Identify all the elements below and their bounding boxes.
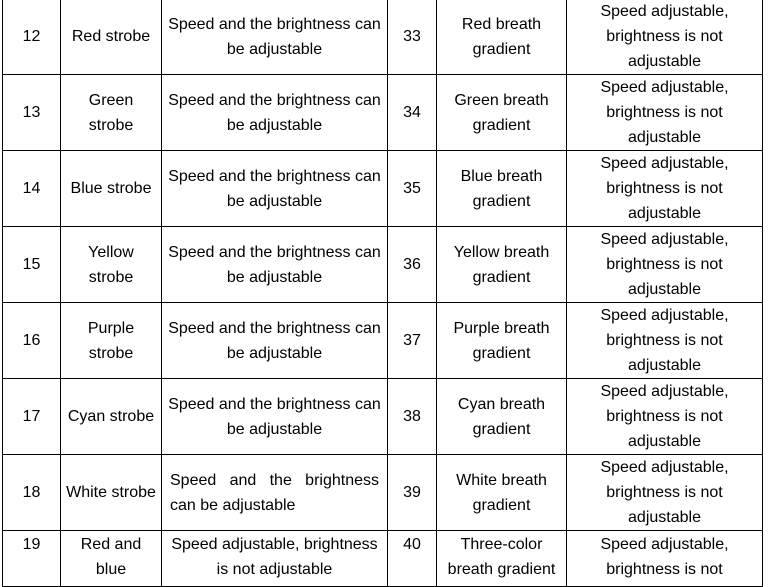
table-row — [3, 151, 763, 227]
mode-description-cell: Speed and the brightness can be adjustable — [162, 379, 388, 455]
mode-number-cell: 34 — [388, 75, 437, 151]
mode-description-cell: Speed adjustable, brightness is not adjustable — [567, 0, 763, 75]
mode-number-cell: 36 — [388, 227, 437, 303]
table-row — [3, 303, 763, 379]
mode-name-cell: Blue breath gradient — [437, 151, 567, 227]
table-row — [3, 75, 763, 151]
mode-number-cell: 13 — [3, 75, 61, 151]
mode-name-cell: Yellow strobe — [61, 227, 162, 303]
table-row — [3, 0, 763, 75]
mode-description-cell: Speed adjustable, brightness is not adjustable — [567, 227, 763, 303]
mode-name-cell: White breath gradient — [437, 455, 567, 531]
mode-name-cell: Cyan breath gradient — [437, 379, 567, 455]
mode-number-cell: 33 — [388, 0, 437, 75]
mode-name-cell: White strobe — [61, 455, 162, 531]
mode-name-cell: Cyan strobe — [61, 379, 162, 455]
mode-description-cell: Speed adjustable, brightness is not adjustable — [162, 531, 388, 587]
mode-name-cell: Red strobe — [61, 0, 162, 75]
mode-number-cell: 16 — [3, 303, 61, 379]
mode-number-cell: 12 — [3, 0, 61, 75]
mode-number-cell: 38 — [388, 379, 437, 455]
mode-description-cell: Speed and the brightness can be adjustable — [162, 75, 388, 151]
mode-description-cell: Speed and the brightness can be adjustable — [162, 455, 388, 531]
mode-name-cell: Three-color breath gradient — [437, 531, 567, 587]
mode-number-cell: 19 — [3, 531, 61, 587]
mode-description-cell: Speed adjustable, brightness is not adjustable — [567, 75, 763, 151]
mode-description-cell: Speed and the brightness can be adjustable — [162, 151, 388, 227]
mode-table — [2, 0, 763, 587]
table-row — [3, 531, 763, 587]
mode-name-cell: Green breath gradient — [437, 75, 567, 151]
mode-number-cell: 39 — [388, 455, 437, 531]
mode-name-cell: Red breath gradient — [437, 0, 567, 75]
mode-name-cell: Purple strobe — [61, 303, 162, 379]
mode-number-cell: 14 — [3, 151, 61, 227]
mode-description-cell: Speed adjustable, brightness is not adjustable — [567, 455, 763, 531]
mode-description-cell: Speed adjustable, brightness is not adjustable — [567, 379, 763, 455]
mode-description-cell: Speed and the brightness can be adjustable — [162, 303, 388, 379]
mode-name-cell: Purple breath gradient — [437, 303, 567, 379]
mode-name-cell: Green strobe — [61, 75, 162, 151]
mode-name-cell: Blue strobe — [61, 151, 162, 227]
mode-description-cell: Speed and the brightness can be adjustable — [162, 0, 388, 75]
mode-table-body — [3, 0, 763, 587]
table-row — [3, 379, 763, 455]
mode-number-cell: 18 — [3, 455, 61, 531]
mode-description-cell: Speed and the brightness can be adjustable — [162, 227, 388, 303]
mode-description-cell: Speed adjustable, brightness is not adjustable — [567, 303, 763, 379]
mode-number-cell: 37 — [388, 303, 437, 379]
mode-number-cell: 35 — [388, 151, 437, 227]
mode-number-cell: 15 — [3, 227, 61, 303]
table-row — [3, 455, 763, 531]
mode-description-cell: Speed adjustable, brightness is not — [567, 531, 763, 587]
table-row — [3, 227, 763, 303]
mode-number-cell: 17 — [3, 379, 61, 455]
mode-description-cell: Speed adjustable, brightness is not adjustable — [567, 151, 763, 227]
mode-number-cell: 40 — [388, 531, 437, 587]
mode-name-cell: Red and blue — [61, 531, 162, 587]
mode-name-cell: Yellow breath gradient — [437, 227, 567, 303]
